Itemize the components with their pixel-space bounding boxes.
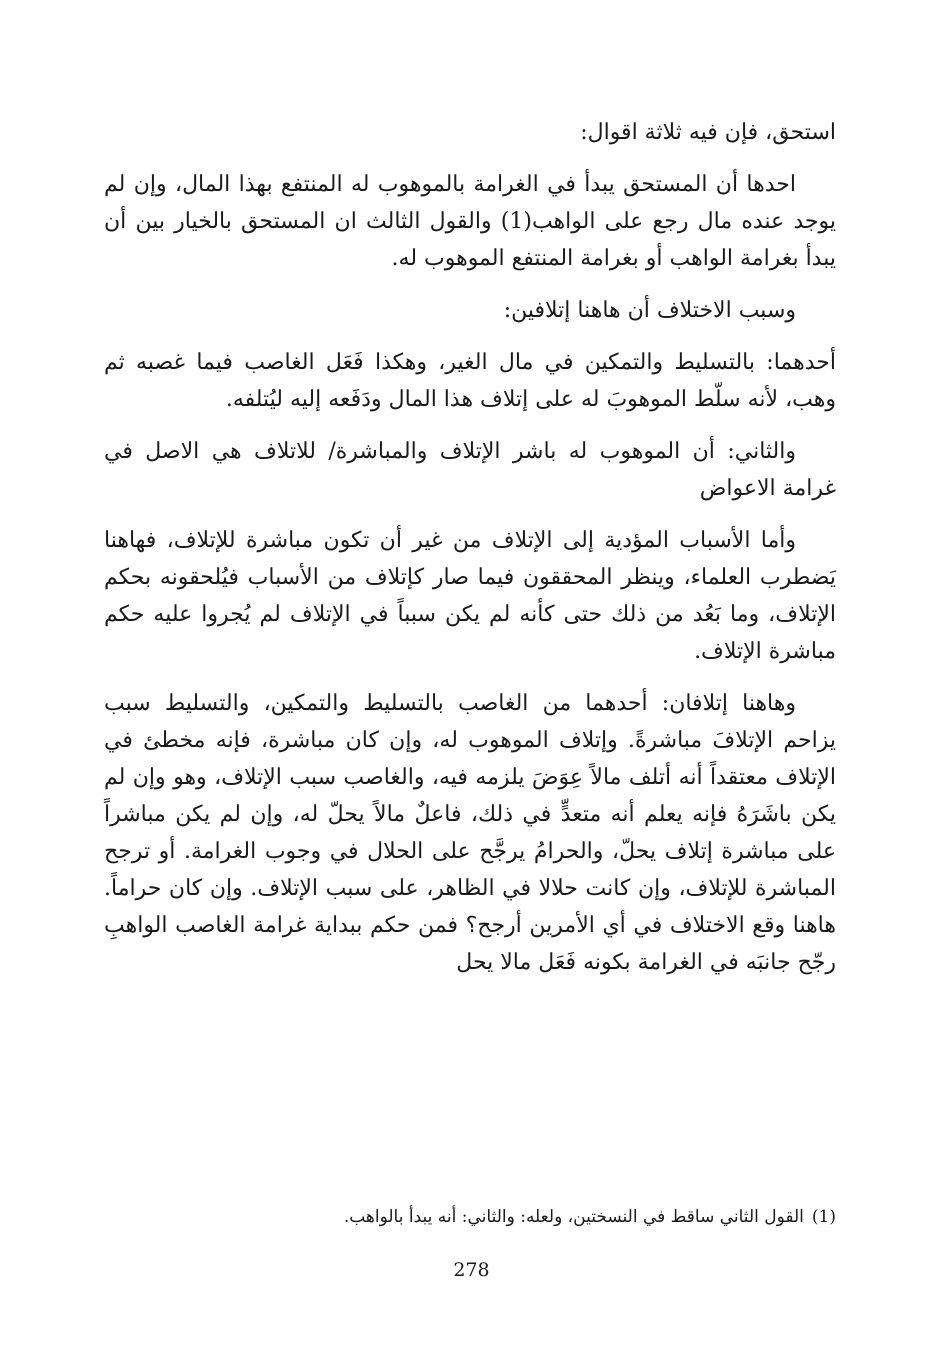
paragraph-causes: وأما الأسباب المؤدية إلى الإتلاف من غير أن تكون مباشرة للإتلاف، فهاهنا يَضطرب العلماء، وينظر المحققون فيما صار كإتلاف من الأسباب فيُلحقونه بحكم الإتلاف، وما بَعُد من ذلك حتى كأنه لم يكن سبباً في الإتلاف لم يُجروا عليه حكم مباشرة الإتلاف. [104, 528, 836, 664]
paragraph-second-destruction: والثاني: أن الموهوب له باشر الإتلاف والمباشرة/ للاتلاف هي الاصل في غرامة الاعواض [104, 439, 836, 501]
footnote [104, 1203, 836, 1231]
paragraph-two-destructions: وهاهنا إتلافان: أحدهما من الغاصب بالتسليط والتمكين، والتسليط سبب يزاحم الإتلافَ مباشرةً. وإتلاف الموهوب له، وإن كان مباشرة، فإنه مخطئ في الإتلاف معتقداً أنه أتلف مالاً عِوَضَ يلزمه فيه، والغاصب سبب الإتلاف، وهو وإن لم يكن باشَرَهُ فإنه يعلم أنه متعدٍّ في ذلك، فاعلٌ مالاً يحلّ له، وإن لم يكن مباشراً على مباشرة إتلاف يحلّ، والحرامُ يرجَّح على الحلال في وجوب الغرامة. أو ترجح المباشرة للإتلاف، وإن كانت حلالا في الظاهر، على سبب الإتلاف. وإن كان حراماً. هاهنا وقع الاختلاف في أي الأمرين أرجح؟ فمن حكم ببداية غرامة الغاصب الواهبِ رجّح جانبَه في الغرامة بكونه فَعَل مالا يحل [104, 691, 836, 975]
footnote-text: القول الثاني ساقط في النسختين، ولعله: والثاني: أنه يبدأ بالواهب. [343, 1207, 804, 1227]
paragraph-first-opinion: احدها أن المستحق يبدأ في الغرامة بالموهوب له المنتفع بهذا المال، وإن لم يوجد عنده مال رجع على الواهب(1) والقول الثالث ان المستحق بالخيار بين أن يبدأ بغرامة الواهب أو بغرامة المنتفع الموهوب له. [104, 172, 836, 271]
main-text [104, 114, 836, 981]
page-number: 278 [453, 1259, 490, 1281]
footnote-number: (1) [811, 1207, 836, 1227]
paragraph-reason: وسبب الاختلاف أن هاهنا إتلافين: [503, 298, 796, 323]
paragraph-intro: استحق، فإن فيه ثلاثة اقوال: [580, 120, 836, 145]
footnote-separator [104, 1197, 836, 1198]
paragraph-first-destruction: أحدهما: بالتسليط والتمكين في مال الغير، وهكذا فَعَل الغاصب فيما غصبه ثم وهب، لأنه سلّط الموهوبَ له على إتلاف هذا المال ودَفَعه إليه ليُتلفه. [104, 350, 836, 412]
